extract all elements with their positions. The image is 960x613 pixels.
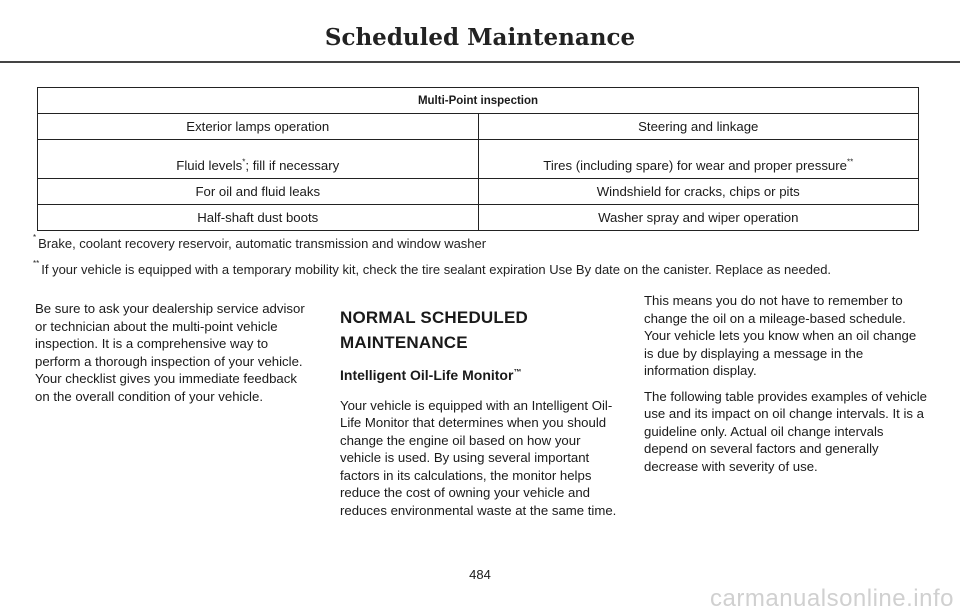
header-divider [0, 61, 960, 63]
section-heading-line: NORMAL SCHEDULED [340, 308, 529, 327]
footnote [33, 259, 832, 277]
footnote-marker: ** [33, 259, 40, 268]
footnote-text: If your vehicle is equipped with a temporary mobility kit, check the tire sealant expiration Use By date on the canister. Replace as needed. [41, 262, 832, 277]
table-cell: Half-shaft dust boots [38, 205, 479, 231]
table-row [38, 179, 919, 205]
paragraph: Be sure to ask your dealership service advisor or technician about the multi-point vehicle inspection. It is a comprehensive way to perform a thorough inspection of your vehicle. Your checklist gives you immediate feedback on the overall condition of your vehicle. [35, 301, 305, 404]
footnote-marker: ** [846, 157, 854, 167]
table-row [38, 140, 919, 179]
table-cell [478, 140, 919, 179]
multi-point-inspection-table [37, 87, 919, 231]
table-cell: For oil and fluid leaks [38, 179, 479, 205]
paragraph: Your vehicle is equipped with an Intelligent Oil-Life Monitor that determines when you should change the engine oil based on how your vehicle is used. By using several important factors in its calculations, the monitor helps reduce the cost of owning your vehicle and reduces environmental waste at the same time. [340, 397, 617, 518]
subheading [340, 367, 620, 385]
text-column-2 [340, 305, 620, 527]
table-row [38, 205, 919, 231]
table-cell: Washer spray and wiper operation [478, 205, 919, 231]
page-title: Scheduled Maintenance [324, 24, 636, 51]
paragraph: This means you do not have to remember to change the oil on a mileage-based schedule. Your vehicle lets you know when an oil change is due by displaying a message in the information display. [644, 293, 917, 378]
table-title: Multi-Point inspection [38, 88, 919, 114]
table-cell [38, 140, 479, 179]
page-number: 484 [469, 567, 491, 582]
footnote-marker: * [33, 233, 37, 242]
footnote-text: Brake, coolant recovery reservoir, automatic transmission and window washer [38, 236, 487, 251]
table-cell: Exterior lamps operation [38, 114, 479, 140]
text-column-3 [644, 292, 928, 483]
table-cell: Steering and linkage [478, 114, 919, 140]
text-column-1 [35, 300, 315, 413]
cell-text: Fluid levels [176, 158, 243, 173]
cell-text-suffix: ; fill if necessary [245, 158, 340, 173]
subheading-text: Intelligent Oil-Life Monitor [340, 367, 514, 383]
cell-text: Tires (including spare) for wear and proper pressure [543, 158, 847, 173]
watermark: carmanualsonline.info [710, 585, 954, 612]
section-heading [340, 305, 620, 355]
table-header-row [38, 88, 919, 114]
paragraph: The following table provides examples of vehicle use and its impact on oil change intervals. It is a guideline only. Actual oil change intervals depend on several factors and generally decrease with severity of use. [644, 388, 927, 474]
table-cell: Windshield for cracks, chips or pits [478, 179, 919, 205]
trademark-mark: ™ [513, 367, 522, 377]
footnote [33, 233, 487, 251]
table-row [38, 114, 919, 140]
footnote-marker: * [242, 157, 246, 167]
section-heading-line: MAINTENANCE [340, 333, 468, 352]
